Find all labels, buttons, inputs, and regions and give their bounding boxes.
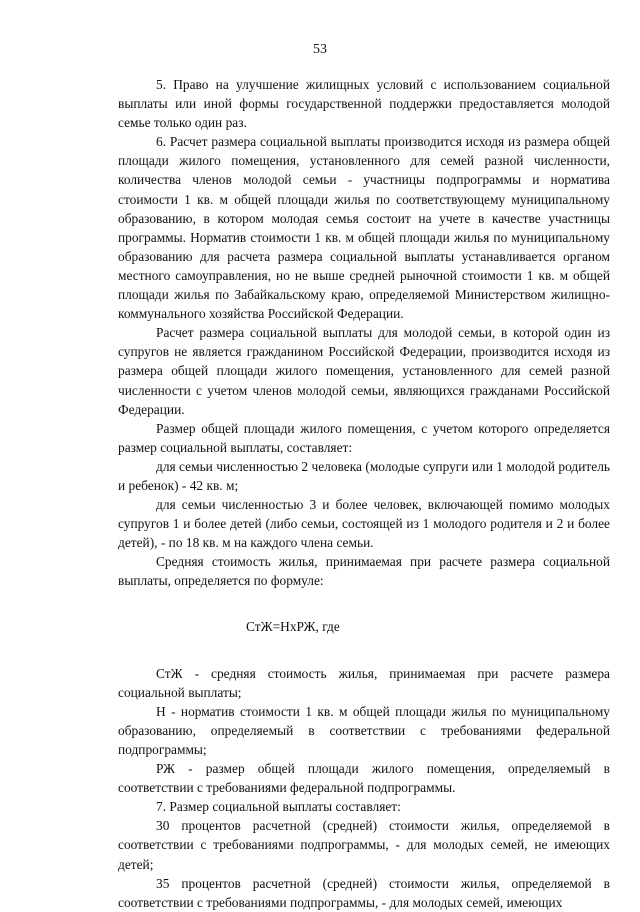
paragraph-clause-6: 6. Расчет размера социальной выплаты производится исходя из размера общей площади жилого помещения, установленного для семей разной численности, количества членов молодой семьи - участницы подпрограммы и норматива стоимости 1 кв. м общей площади жилья по соответствующему муниципальному образованию, в котором молодая семья состоит на учете в качестве участницы программы. Норматив стоимости 1 кв. м общей площади жилья по муниципальному образованию для расчета размера социальной выплаты устанавливается органом местного самоуправления, но не выше средней рыночной стоимости 1 кв. м общей площади жилья по Забайкальскому краю, определяемой Министерством жилищно-коммунального хозяйства Российской Федерации. — [118, 134, 610, 322]
paragraph-30-percent: 30 процентов расчетной (средней) стоимости жилья, определяемой в соответствии с требованиями подпрограммы, - для молодых семей, не имеющих детей; — [118, 818, 610, 872]
document-body — [118, 75, 610, 912]
formula: СтЖ=НхРЖ, где — [246, 618, 340, 634]
paragraph-formula-intro: Средняя стоимость жилья, принимаемая при расчете размера социальной выплаты, определяется по формуле: — [118, 554, 610, 589]
paragraph-clause-5: 5. Право на улучшение жилищных условий с использованием социальной выплаты или иной формы государственной поддержки предоставляется молодой семье только один раз. — [118, 77, 610, 131]
paragraph-area-intro: Размер общей площади жилого помещения, с учетом которого определяется размер социальной выплаты, составляет: — [118, 420, 610, 455]
definition-rzh: РЖ - размер общей площади жилого помещения, определяемый в соответствии с требованиями федеральной подпрограммы. — [118, 761, 610, 796]
paragraph-35-percent: 35 процентов расчетной (средней) стоимости жилья, определяемой в соответствии с требованиями подпрограммы, - для молодых семей, имеющих — [118, 875, 610, 910]
page-number: 53 — [313, 42, 327, 57]
paragraph-foreign-spouse: Расчет размера социальной выплаты для молодой семьи, в которой один из супругов не является гражданином Российской Федерации, производится исходя из размера общей площади жилого помещения, установленного для семей разной численности с учетом членов молодой семьи, являющихся гражданами Российской Федерации. — [118, 325, 610, 417]
paragraph-area-two-persons: для семьи численностью 2 человека (молодые супруги или 1 молодой родитель и ребенок) - 42 кв. м; — [118, 458, 610, 493]
definition-n: Н - норматив стоимости 1 кв. м общей площади жилья по муниципальному образованию, определяемый в соответствии с требованиями федеральной подпрограммы; — [118, 703, 610, 757]
paragraph-area-three-plus: для семьи численностью 3 и более человек, включающей помимо молодых супругов 1 и более детей (либо семьи, состоящей из 1 молодого родителя и 2 и более детей), - по 18 кв. м на каждого члена семьи. — [118, 497, 610, 551]
definition-stzh: СтЖ - средняя стоимость жилья, принимаемая при расчете размера социальной выплаты; — [118, 665, 610, 700]
paragraph-clause-7: 7. Размер социальной выплаты составляет: — [156, 799, 401, 815]
